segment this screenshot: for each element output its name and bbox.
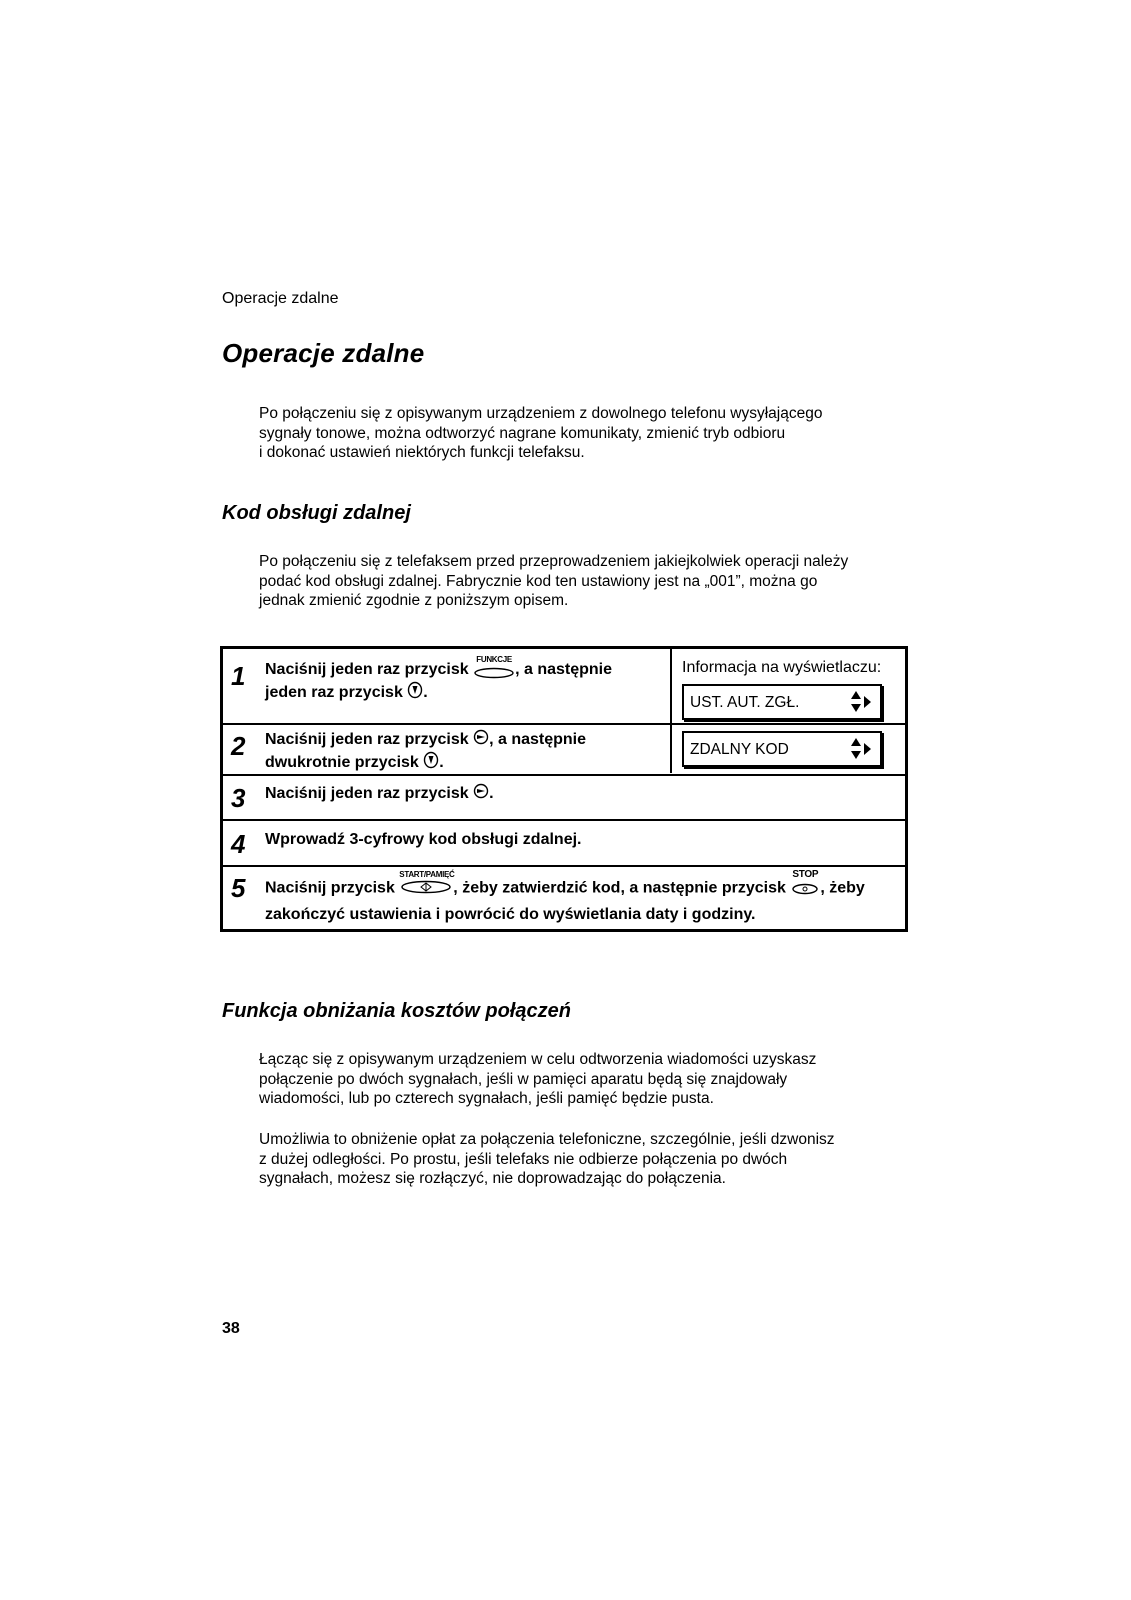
paragraph-line: podać kod obsługi zdalnej. Fabrycznie kod ten ustawiony jest na „001”, można go	[259, 572, 818, 590]
page-title: Operacje zdalne	[222, 338, 425, 368]
intro-paragraph	[259, 404, 909, 463]
remote-code-paragraph	[259, 552, 909, 611]
lcd-text: UST. AUT. ZGŁ.	[690, 694, 800, 711]
section-heading-remote-code: Kod obsługi zdalnej	[222, 502, 411, 524]
start-memory-key-icon: START/PAMIĘĆ	[399, 871, 453, 900]
intro-line: sygnały tonowe, można odtworzyć nagrane komunikaty, zmienić tryb odbioru	[259, 424, 786, 442]
paragraph-line: Umożliwia to obniżenie opłat za połączenia telefoniczne, szczególnie, jeśli dzwonisz	[259, 1131, 835, 1148]
up-down-right-arrows-icon	[850, 689, 872, 715]
lcd-display	[682, 684, 882, 720]
step-5-text: Naciśnij przycisk START/PAMIĘĆ , żeby zatwierdzić kod, a następnie przycisk STOP , żeby zakończyć ustawienia i powrócić do wyświetlania daty i godziny.	[265, 869, 865, 923]
page-number: 38	[222, 1320, 240, 1337]
row-divider	[223, 723, 905, 725]
paragraph-line: wiadomości, lub po czterech sygnałach, jeśli pamięć będzie pusta.	[259, 1090, 714, 1107]
section-heading-cost-reduction: Funkcja obniżania kosztów połączeń	[222, 1000, 571, 1022]
step-number: 3	[231, 783, 246, 813]
paragraph-line: z dużej odległości. Po prostu, jeśli telefaks nie odbierze połączenia po dwóch	[259, 1150, 788, 1168]
step-4-text: Wprowadź 3-cyfrowy kod obsługi zdalnej.	[265, 831, 582, 848]
funkcje-key-icon: FUNKCJE	[473, 656, 515, 678]
right-arrow-key-icon	[473, 729, 489, 751]
lcd-display	[682, 731, 882, 767]
paragraph-line: jednak zmienić zgodnie z poniższym opisem.	[259, 592, 569, 609]
step-number: 2	[231, 731, 246, 761]
intro-line: i dokonać ustawień niektórych funkcji telefaksu.	[259, 444, 585, 461]
step-number: 4	[231, 829, 246, 859]
paragraph-line: sygnałach, możesz się rozłączyć, nie doprowadzając do połączenia.	[259, 1170, 726, 1187]
step-3-text: Naciśnij jeden raz przycisk .	[265, 783, 494, 805]
column-divider	[670, 649, 672, 773]
down-arrow-key-icon	[407, 681, 423, 705]
step-number: 5	[231, 873, 246, 903]
lcd-text: ZDALNY KOD	[690, 741, 789, 758]
cost-reduction-paragraph-2	[259, 1130, 909, 1189]
row-divider	[223, 865, 905, 867]
step-number: 1	[231, 661, 246, 691]
step-1-text: Naciśnij jeden raz przycisk FUNKCJE , a następnie jeden raz przycisk .	[265, 659, 612, 705]
paragraph-line: Po połączeniu się z telefaksem przed przeprowadzeniem jakiejkolwiek operacji należy	[259, 553, 849, 570]
cost-reduction-paragraph-1	[259, 1050, 909, 1109]
paragraph-line: połączenie po dwóch sygnałach, jeśli w pamięci aparatu będą się znajdowały	[259, 1070, 788, 1088]
steps-table	[220, 646, 908, 932]
intro-line: Po połączeniu się z opisywanym urządzeniem z dowolnego telefonu wysyłającego	[259, 405, 823, 422]
display-info-label: Informacja na wyświetlaczu:	[682, 659, 882, 676]
step-2-text: Naciśnij jeden raz przycisk , a następnie dwukrotnie przycisk .	[265, 729, 586, 775]
right-arrow-key-icon	[473, 783, 489, 805]
row-divider	[223, 819, 905, 821]
up-down-right-arrows-icon	[850, 736, 872, 762]
stop-key-icon: STOP	[790, 870, 820, 901]
running-header: Operacje zdalne	[222, 290, 339, 307]
down-arrow-key-icon	[423, 751, 439, 775]
paragraph-line: Łącząc się z opisywanym urządzeniem w celu odtworzenia wiadomości uzyskasz	[259, 1051, 817, 1068]
